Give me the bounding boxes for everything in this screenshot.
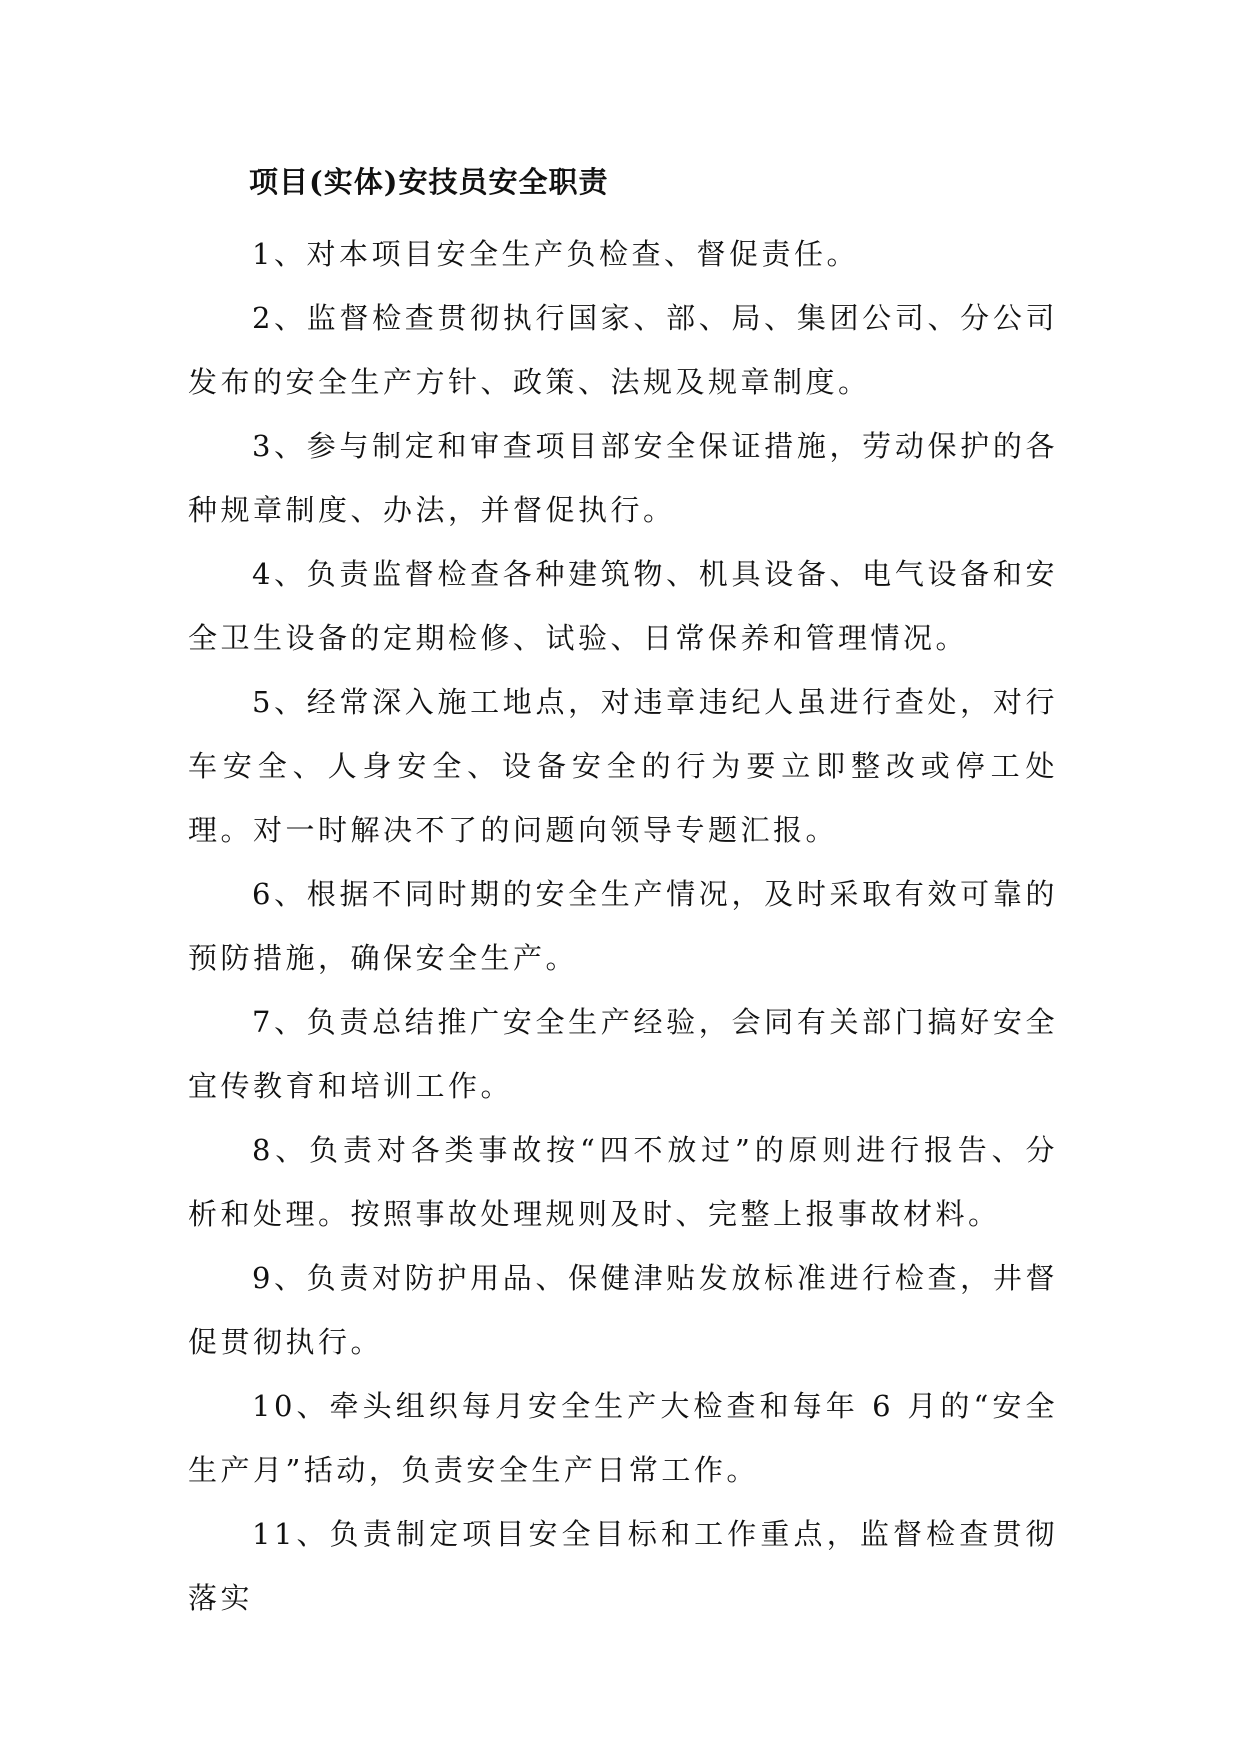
- paragraph-7: 7、负责总结推广安全生产经验，会同有关部门搞好安全宜传教育和培训工作。: [188, 1005, 1058, 1103]
- paragraph-1: 1、对本项目安全生产负检查、督促责任。: [252, 237, 859, 271]
- document-body: [188, 222, 1058, 1630]
- paragraph-2: 2、监督检查贯彻执行国家、部、局、集团公司、分公司发布的安全生产方针、政策、法规及规章制度。: [188, 301, 1058, 399]
- document-title: 项目(实体)安技员安全职责: [249, 165, 609, 199]
- paragraph-11: 11、负责制定项目安全目标和工作重点，监督检查贯彻落实: [188, 1517, 1058, 1615]
- paragraph-9: 9、负责对防护用品、保健津贴发放标准进行检查，井督促贯彻执行。: [188, 1261, 1058, 1359]
- paragraph-8: 8、负责对各类事故按“四不放过”的原则进行报告、分析和处理。按照事故处理规则及时、完整上报事故材料。: [188, 1133, 1058, 1231]
- paragraph-5: 5、经常深入施工地点，对违章违纪人虽进行查处，对行车安全、人身安全、设备安全的行为要立即整改或停工处理。对一时解决不了的问题向领导专题汇报。: [188, 685, 1058, 847]
- paragraph-6: 6、根据不同时期的安全生产情况，及时采取有效可靠的预防措施，确保安全生产。: [188, 877, 1058, 975]
- paragraph-10: 10、牵头组织每月安全生产大检查和每年 6 月的“安全生产月”括动，负责安全生产日常工作。: [188, 1389, 1058, 1487]
- paragraph-4: 4、负责监督检查各种建筑物、机具设备、电气设备和安全卫生设备的定期检修、试验、日常保养和管理情况。: [188, 557, 1058, 655]
- paragraph-3: 3、参与制定和审查项目部安全保证措施，劳动保护的各种规章制度、办法，并督促执行。: [188, 429, 1058, 527]
